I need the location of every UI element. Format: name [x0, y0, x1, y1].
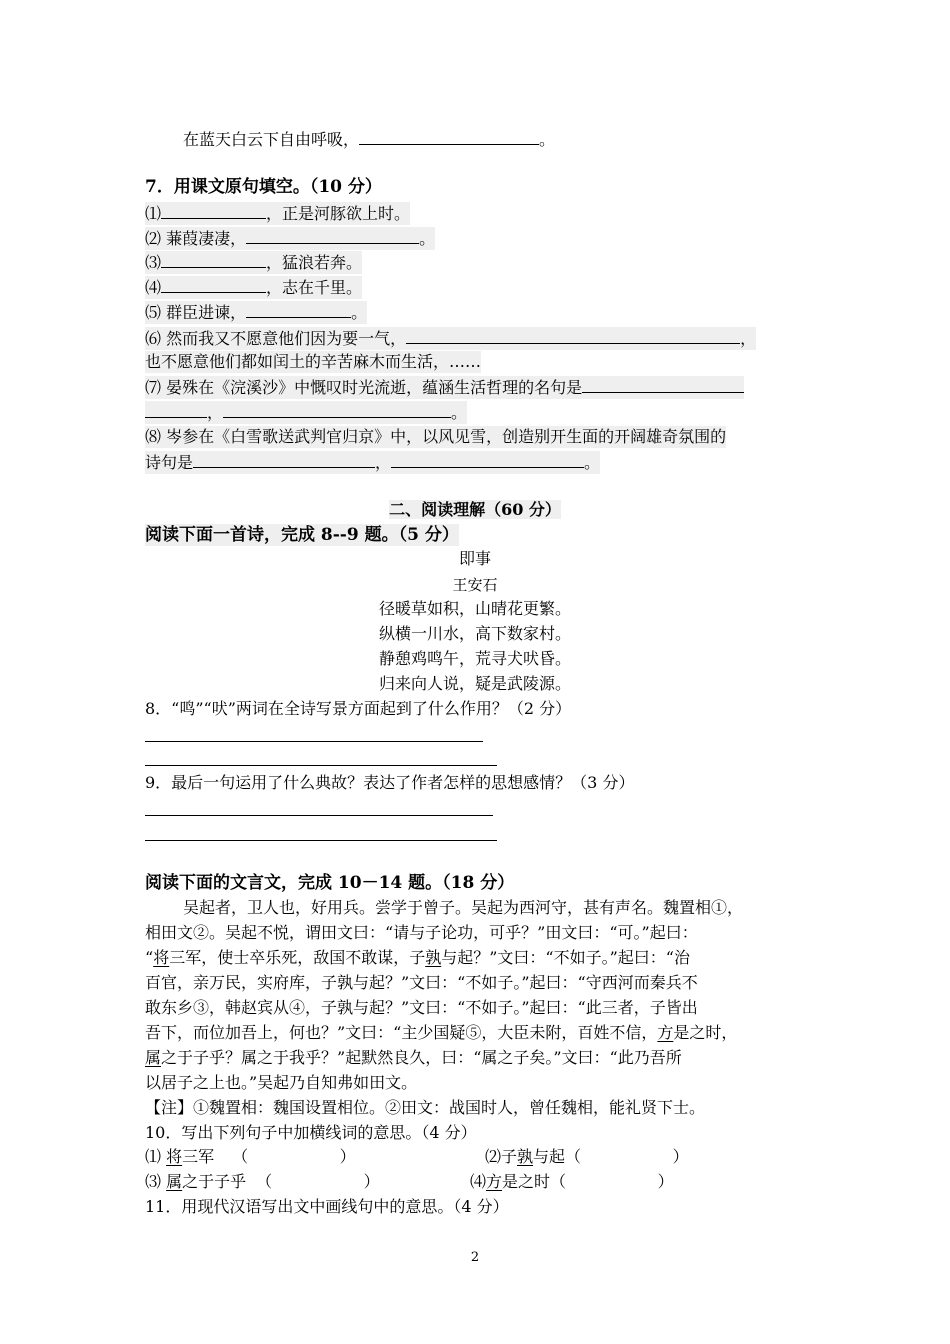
q7-item-7 — [145, 376, 744, 399]
answer-blank[interactable] — [406, 327, 740, 344]
item-text: ⑸ 群臣进谏， — [145, 303, 247, 322]
item-number: ⑶ — [145, 253, 162, 272]
answer-blank[interactable] — [582, 376, 744, 393]
fill-line-top — [183, 128, 555, 151]
answer-blank[interactable] — [246, 301, 351, 318]
poem-line: 径暖草如积，山晴花更繁。 — [378, 599, 571, 618]
item-text: 。 — [351, 303, 368, 322]
answer-paren[interactable]: （ ） — [232, 1147, 356, 1166]
prose-line: 吾下，而位加吾上，何也？”文曰：“主少国疑⑤，大臣未附，百姓不信，方是之时， — [145, 1023, 738, 1042]
item-text: 。 — [451, 403, 468, 422]
underlined-word: 孰 — [517, 1147, 534, 1166]
question-8: 8．“鸣”“吠”两词在全诗写景方面起到了什么作用？（2 分） — [145, 699, 572, 718]
section-2-title: 二、阅读理解（60 分） — [389, 500, 561, 519]
question-11: 11．用现代汉语写出文中画线句中的意思。（4 分） — [145, 1197, 509, 1216]
q10-item-3: ⑶ 属之于子乎 （ ） — [145, 1172, 380, 1191]
q7-item-2 — [145, 227, 435, 250]
q7-item-4 — [145, 276, 362, 299]
item-text: ， — [740, 329, 757, 348]
prose-line: 吴起者，卫人也，好用兵。尝学于曾子。吴起为西河守，甚有声名。魏置相①， — [183, 898, 744, 917]
q7-item-6-cont: 也不愿意他们都如闰土的辛苦麻木而生活，…… — [145, 352, 482, 371]
item-text: ，正是河豚欲上时。 — [266, 204, 411, 223]
prose-line: 相田文②。吴起不悦，谓田文曰：“请与子论功，可乎？”田文曰：“可。”起曰： — [145, 923, 698, 942]
answer-paren[interactable]: （ ） — [565, 1147, 689, 1166]
question-9: 9．最后一句运用了什么典故？表达了作者怎样的思想感情？（3 分） — [145, 773, 635, 792]
item-text: 。 — [419, 229, 436, 248]
underlined-word: 属 — [145, 1048, 162, 1067]
underlined-word: 方 — [657, 1023, 674, 1042]
underlined-word: 将 — [153, 948, 170, 967]
q10-item-4: ⑷方是之时（ ） — [470, 1172, 674, 1191]
underlined-word: 方 — [486, 1172, 503, 1191]
item-text: ⑵ 蒹葭凄凄， — [145, 229, 247, 248]
prose-line: 百官，亲万民，实府库，子孰与起？”文曰：“不如子。”起曰：“守西河而秦兵不 — [145, 973, 698, 992]
question-7-title: 7．用课文原句填空。（10 分） — [145, 177, 382, 197]
poem-author: 王安石 — [452, 576, 498, 594]
item-text: ⑹ 然而我又不愿意他们因为要一气， — [145, 329, 407, 348]
answer-blank[interactable] — [145, 401, 207, 418]
prose-line: 敢东乡③，韩赵宾从④，子孰与起？”文曰：“不如子。”起曰：“此三者，子皆出 — [145, 998, 698, 1017]
item-text: ⑺ 晏殊在《浣溪沙》中慨叹时光流逝，蕴涵生活哲理的名句是 — [145, 378, 583, 397]
answer-line[interactable] — [145, 815, 493, 816]
fill-text: 在蓝天白云下自由呼吸， — [183, 130, 360, 149]
answer-paren[interactable]: （ ） — [550, 1172, 674, 1191]
item-text: ， — [375, 453, 392, 472]
answer-blank[interactable] — [161, 202, 266, 219]
item-text: ， — [207, 403, 224, 422]
answer-blank[interactable] — [193, 451, 375, 468]
q7-item-6 — [145, 327, 756, 350]
answer-line[interactable] — [145, 840, 497, 841]
poem-line: 静憩鸡鸣午，荒寻犬吠昏。 — [378, 649, 571, 668]
answer-blank[interactable] — [359, 128, 539, 145]
fill-text: 。 — [539, 130, 556, 149]
q10-item-2: ⑵子孰与起（ ） — [485, 1147, 689, 1166]
item-text: 诗句是 — [145, 453, 194, 472]
q7-item-1 — [145, 202, 410, 225]
question-10: 10．写出下列句子中加横线词的意思。（4 分） — [145, 1123, 477, 1142]
answer-line[interactable] — [145, 741, 483, 742]
item-text: 。 — [584, 453, 601, 472]
prose-line: “将三军，使士卒乐死，敌国不敢谋，子孰与起？”文曰：“不如子。”起曰：“治 — [145, 948, 690, 967]
annotation-note: 【注】①魏置相：魏国设置相位。②田文：战国时人，曾任魏相，能礼贤下士。 — [145, 1098, 706, 1117]
answer-line[interactable] — [145, 765, 497, 766]
poem-instructions: 阅读下面一首诗，完成 8--9 题。（5 分） — [145, 525, 459, 545]
q7-item-3 — [145, 251, 362, 274]
item-text: ，志在千里。 — [266, 278, 363, 297]
answer-blank[interactable] — [391, 451, 584, 468]
underlined-word: 将 — [166, 1147, 183, 1166]
item-number: ⑴ — [145, 204, 162, 223]
poem-line: 纵横一川水，高下数家村。 — [378, 624, 571, 643]
q7-item-8-cont — [145, 451, 600, 474]
q7-item-7-cont — [145, 401, 467, 424]
q7-item-8: ⑻ 岑参在《白雪歌送武判官归京》中，以风见雪，创造别开生面的开阔雄奇氛围的 — [145, 427, 727, 446]
underlined-word: 孰 — [425, 948, 442, 967]
answer-blank[interactable] — [161, 276, 266, 293]
poem-title: 即事 — [458, 549, 491, 568]
prose-line: 以居子之上也。”吴起乃自知弗如田文。 — [145, 1073, 418, 1092]
item-number: ⑷ — [145, 278, 162, 297]
answer-paren[interactable]: （ ） — [256, 1172, 380, 1191]
answer-blank[interactable] — [223, 401, 451, 418]
poem-line: 归来向人说，疑是武陵源。 — [378, 674, 571, 693]
answer-blank[interactable] — [161, 251, 266, 268]
page-number: 2 — [470, 1250, 480, 1265]
answer-blank[interactable] — [246, 227, 419, 244]
underlined-word: 属 — [166, 1172, 183, 1191]
item-text: ，猛浪若奔。 — [266, 253, 363, 272]
q7-item-5 — [145, 301, 367, 324]
q10-item-1: ⑴ 将三军 （ ） — [145, 1147, 356, 1166]
prose-instructions: 阅读下面的文言文，完成 10－14 题。（18 分） — [145, 873, 515, 893]
prose-line: 属之于子乎？属之于我乎？”起默然良久，曰：“属之子矣。”文曰：“此乃吾所 — [145, 1048, 682, 1067]
